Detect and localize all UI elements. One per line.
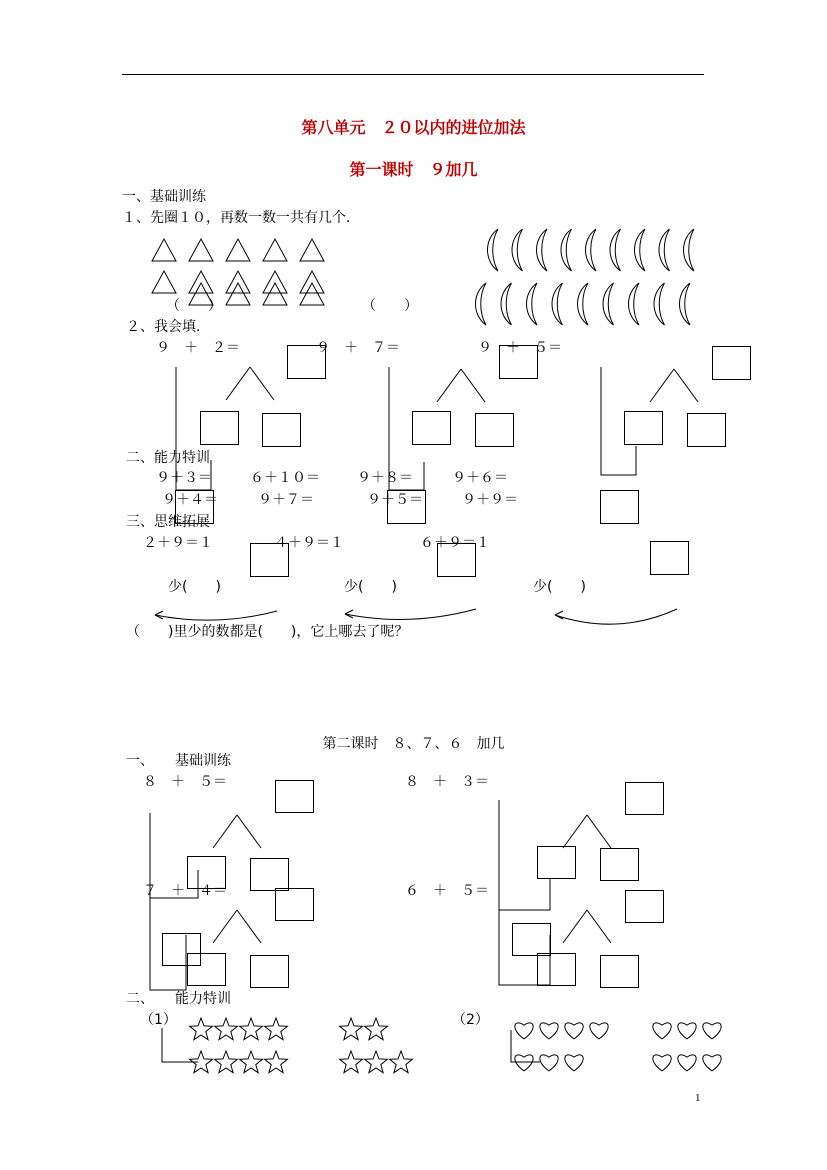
star-icon [365, 1018, 388, 1040]
s3-eq-2: ４＋９＝１ [274, 535, 344, 551]
lesson2-s2-heading: 二、 能力特训 [126, 991, 231, 1007]
heart-icon [703, 1055, 721, 1071]
s2-eq-2: ６＋１０＝ [250, 470, 320, 486]
star-icon [190, 1018, 213, 1040]
star-icon [390, 1051, 413, 1073]
heart-icon [703, 1023, 721, 1039]
q2-equation-3: ９ ＋ ５＝ [478, 340, 562, 356]
s2-eq-7: ９＋５＝ [367, 492, 423, 508]
heart-icon [515, 1055, 533, 1071]
s3-eq-1: ２＋９＝１ [143, 535, 213, 551]
l2-equation-4: ６ ＋ ５＝ [405, 883, 489, 899]
star-icon [265, 1051, 288, 1073]
section2-heading: 二、能力特训 [126, 450, 210, 466]
section3-heading: 三、思维拓展 [126, 514, 210, 530]
star-icon [265, 1018, 288, 1040]
q2-equation-2: ９ ＋ ７＝ [316, 340, 400, 356]
part-1-label: （1） [140, 1012, 177, 1028]
heart-icon [653, 1055, 671, 1071]
heart-icon [678, 1055, 696, 1071]
star-icon [240, 1018, 263, 1040]
s2-eq-6: ９＋７＝ [258, 492, 314, 508]
star-icon [365, 1051, 388, 1073]
l2-equation-2: ８ ＋ ３＝ [405, 774, 489, 790]
heart-icon [515, 1023, 533, 1039]
heart-icon [540, 1055, 558, 1071]
s3-question: （ )里少的数都是( )，它上哪去了呢？ [126, 624, 409, 640]
heart-icon [678, 1023, 696, 1039]
star-icon [215, 1051, 238, 1073]
s2-eq-1: ９＋３＝ [156, 470, 212, 486]
l2-equation-3: ７ ＋ ４＝ [143, 883, 227, 899]
q2-equation-1: ９ ＋ ２＝ [156, 340, 240, 356]
heart-icon [565, 1023, 583, 1039]
section1-heading: 一、基础训练 [122, 189, 206, 205]
s2-eq-8: ９＋９＝ [462, 492, 518, 508]
heart-icon [540, 1023, 558, 1039]
l2-equation-1: ８ ＋ ５＝ [143, 774, 227, 790]
lesson2-title: 第二课时 ８、７、６ 加几 [322, 736, 505, 752]
lesson2-s1-heading: 一、 基础训练 [126, 753, 231, 769]
heart-icon [565, 1055, 583, 1071]
heart-icon [590, 1023, 608, 1039]
s3-less-1: 少( ) [168, 579, 221, 595]
star-icon [215, 1018, 238, 1040]
unit-title: 第八单元 ２０以内的进位加法 [301, 118, 526, 137]
star-icon [340, 1051, 363, 1073]
question1-text: １、先圈１０，再数一数一共有几个． [122, 210, 360, 226]
s2-eq-4: ９＋６＝ [452, 470, 508, 486]
q1-blank-a[interactable]: （ ） [166, 298, 222, 314]
star-icon [190, 1051, 213, 1073]
s3-eq-3: ６＋９＝１ [420, 535, 490, 551]
star-icon [240, 1051, 263, 1073]
heart-icon [653, 1023, 671, 1039]
question2-text: ２、我会填． [126, 319, 210, 335]
star-icon [340, 1018, 363, 1040]
lesson1-title: 第一课时 ９加几 [349, 160, 478, 179]
s3-less-3: 少( ) [533, 579, 586, 595]
s2-eq-3: ９＋８＝ [357, 470, 413, 486]
part-2-label: （2） [452, 1012, 489, 1028]
s2-eq-5: ９＋４＝ [162, 492, 218, 508]
q1-blank-b[interactable]: （ ） [362, 298, 418, 314]
s3-less-2: 少( ) [344, 579, 397, 595]
page-number: 1 [695, 1092, 701, 1104]
